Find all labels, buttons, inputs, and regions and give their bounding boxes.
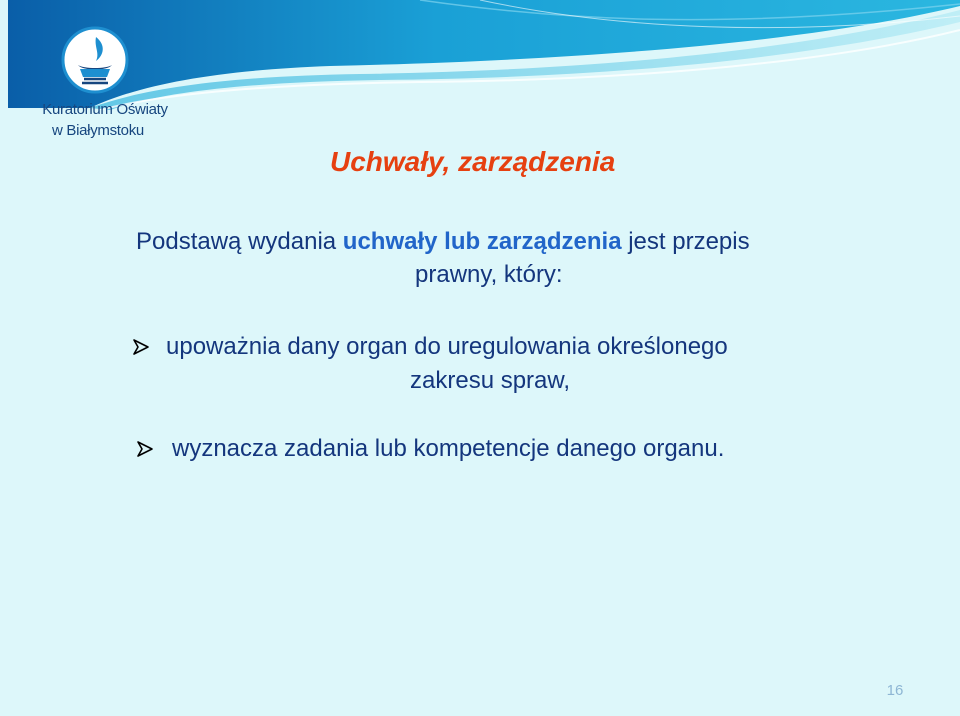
intro-suffix: jest przepis	[621, 228, 750, 255]
lamp-of-knowledge-icon	[60, 25, 130, 95]
bullet-item	[132, 330, 728, 398]
bullet-text: wyznacza zadania lub kompetencje danego organu.	[172, 435, 725, 462]
intro-paragraph	[136, 225, 896, 291]
arrowhead-bullet-icon	[132, 338, 150, 356]
bullet-text-continued: zakresu spraw,	[410, 367, 571, 394]
bullet-text: upoważnia dany organ do uregulowania określonego	[166, 333, 728, 360]
intro-prefix: Podstawą wydania	[136, 228, 343, 255]
intro-emphasis: uchwały lub zarządzenia	[342, 228, 622, 255]
page-number: 16	[886, 682, 904, 699]
kuratorium-logo	[30, 25, 180, 145]
logo-name-line1: Kuratorium Oświaty	[42, 101, 168, 118]
slide-title: Uchwały, zarządzenia	[330, 146, 616, 177]
bullet-item	[136, 432, 724, 466]
arrowhead-bullet-icon	[136, 440, 154, 458]
intro-line2: prawny, który:	[415, 261, 563, 288]
logo-name-line2: w Białymstoku	[52, 122, 144, 139]
